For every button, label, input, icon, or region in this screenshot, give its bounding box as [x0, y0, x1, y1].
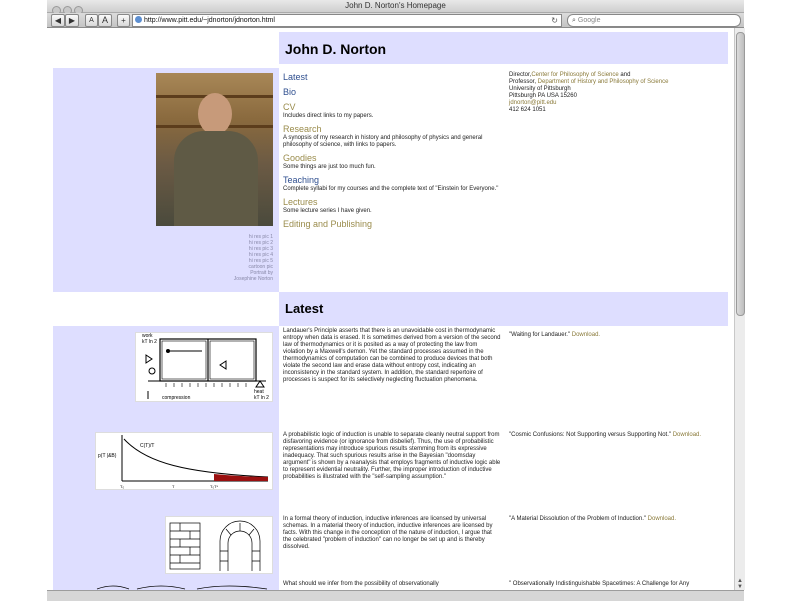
nav-item-goodies	[283, 153, 503, 171]
latest-entry-text: Landauer's Principle asserts that there is an unavoidable cost in thermodynamic entropy when data is erased. It is sometimes derived from a version of the second law of thermodynamics or it is posited as a way of protecting the law from violation by a Maxwell's demon. Yet the standard processes assumed in the thermodynamics of computation can be combined to produce devices that both violate the second law and erase data without entropy cost, indicating an inconsistency in the standard system. In addition, the standard repertoire of processes is suspect for its selectively neglecting fluctuation phenomena.	[283, 328, 501, 383]
email-link[interactable]: jdnorton@pitt.edu	[509, 100, 557, 106]
fig2-curve-label: C(T)/T	[140, 443, 155, 449]
fig1-work-label: work	[142, 333, 153, 339]
nav-item-teaching	[283, 175, 503, 193]
scrollbar-thumb[interactable]	[736, 32, 745, 316]
window-title: John D. Norton's Homepage	[345, 1, 446, 10]
browser-window	[47, 0, 744, 600]
vertical-scrollbar[interactable]	[734, 28, 745, 590]
paper-title: " Observationally Indistinguishable Spacetimes: A Challenge for Any	[509, 581, 690, 587]
latest-citation	[509, 516, 724, 523]
download-link[interactable]: Download.	[571, 332, 601, 338]
and-text: and	[618, 72, 631, 78]
spacetime-drawing	[93, 583, 271, 590]
toolbar	[47, 13, 744, 28]
pic-link[interactable]: cartoon pic	[248, 264, 273, 270]
nav-desc: Includes direct links to my papers.	[283, 113, 374, 119]
address: Pittsburgh PA USA 15260	[509, 93, 577, 99]
pic-link[interactable]: hi res pic 1	[248, 234, 273, 240]
title-professor: Professor,	[509, 79, 537, 85]
pic-link[interactable]: hi res pic 5	[248, 258, 273, 264]
nav-item-latest	[283, 72, 503, 83]
pic-link[interactable]: hi res pic 2	[248, 240, 273, 246]
doomsday-figure[interactable]	[95, 432, 273, 490]
pic-link[interactable]: hi res pic 3	[248, 246, 273, 252]
fig1-compression-label: compression	[162, 395, 191, 401]
status-bar	[47, 590, 744, 601]
globe-icon	[135, 16, 142, 23]
nav-item-cv	[283, 102, 503, 120]
nav-link-lectures[interactable]: Lectures	[283, 197, 318, 207]
forward-button[interactable]: ▶	[65, 14, 79, 27]
main-nav	[283, 72, 503, 234]
search-icon: ⌕	[572, 17, 576, 24]
name-header	[279, 32, 728, 64]
text-larger-button[interactable]: A	[98, 14, 112, 27]
landauer-diagram	[136, 333, 272, 401]
landauer-figure[interactable]	[135, 332, 273, 402]
bricks-arch-drawing	[166, 517, 272, 573]
latest-entry-text: A probabilistic logic of induction is unable to separate cleanly neutral support from disfavoring evidence (or ignorance from disbelief). Thus, the use of probabilistic representations may introduce spurious results stemming from its expressive inadequacy. That such spurious results arise in the Bayesian "doomsday argument" is shown by a reanalysis that employs fragments of inductive logic able to represent evidential neutrality. Further, the improper introduction of inductive probabilities is illustrated with the "self-sampling assumption."	[283, 432, 501, 480]
portrait-credit-name: Josephine Norton	[233, 276, 273, 282]
nav-link-research[interactable]: Research	[283, 124, 322, 134]
portrait-credit: Portrait by	[250, 270, 273, 276]
nav-link-goodies[interactable]: Goodies	[283, 153, 317, 163]
nav-link-cv[interactable]: CV	[283, 102, 296, 112]
latest-citation	[509, 332, 724, 339]
paper-title: "Waiting for Landauer."	[509, 332, 571, 338]
title-director: Director,	[509, 72, 532, 78]
text-smaller-button[interactable]: A	[85, 14, 98, 27]
download-link[interactable]: Download.	[647, 516, 677, 522]
latest-citation	[509, 581, 724, 588]
fig1-heat-label: heat	[254, 389, 264, 395]
paper-title: "A Material Dissolution of the Problem of Induction."	[509, 516, 646, 522]
department-link[interactable]: Department of History and Philosophy of Science	[536, 79, 669, 85]
nav-item-editing	[283, 219, 503, 230]
phone: 412 624 1051	[509, 107, 546, 113]
fig2-tick-2: T	[172, 484, 175, 489]
nav-item-bio	[283, 87, 503, 98]
nav-link-teaching[interactable]: Teaching	[283, 175, 320, 185]
search-input[interactable]	[567, 14, 741, 27]
search-placeholder: Google	[577, 17, 601, 24]
contact-info	[509, 72, 724, 114]
picture-links	[234, 234, 273, 282]
address-bar[interactable]	[132, 14, 562, 27]
address-text: http://www.pitt.edu/~jdnorton/jdnorton.html	[144, 17, 275, 24]
page-content	[47, 28, 734, 590]
nav-desc: A synopsis of my research in history and philosophy of physics and general philosophy of science, with links to papers.	[283, 135, 483, 148]
fig2-tick-3: T₀T*	[210, 484, 219, 489]
nav-item-lectures	[283, 197, 503, 215]
reload-icon[interactable]: ↻	[551, 16, 558, 25]
portrait-photo	[156, 73, 273, 226]
add-bookmark-button[interactable]: +	[117, 14, 130, 27]
scroll-arrows[interactable]: ▲ ▼	[737, 578, 743, 590]
portrait-body-shape	[174, 131, 258, 226]
spacetime-figure[interactable]	[93, 580, 271, 590]
fig2-tick-1: T₀	[120, 484, 125, 489]
fig1-kt1-label: kT ln 2	[142, 339, 157, 345]
nav-item-research	[283, 124, 503, 149]
nav-link-bio[interactable]: Bio	[283, 87, 297, 97]
latest-citation	[509, 432, 724, 439]
pic-link[interactable]: hi res pic 4	[248, 252, 273, 258]
nav-link-editing[interactable]: Editing and Publishing	[283, 219, 373, 229]
latest-entry-text: What should we infer from the possibility of observationally	[283, 581, 439, 587]
portrait-head-shape	[198, 93, 232, 135]
latest-heading: Latest	[285, 301, 324, 316]
nav-desc: Complete syllabi for my courses and the complete text of "Einstein for Everyone."	[283, 186, 499, 192]
paper-title: "Cosmic Confusions: Not Supporting versus Supporting Not."	[509, 432, 672, 438]
photo-column	[53, 68, 279, 292]
page-title: John D. Norton	[285, 41, 387, 57]
nav-desc: Some lecture series I have given.	[283, 208, 372, 214]
download-link[interactable]: Download.	[672, 432, 702, 438]
title-bar	[47, 0, 744, 13]
induction-figure[interactable]	[165, 516, 273, 574]
fig2-y-label: p(T |&B)	[98, 453, 117, 459]
nav-desc: Some things are just too much fun.	[283, 164, 376, 170]
nav-link-latest[interactable]: Latest	[283, 72, 308, 82]
center-link[interactable]: Center for Philosophy of Science	[531, 72, 619, 78]
back-button[interactable]: ◀	[51, 14, 65, 27]
latest-header	[279, 292, 728, 326]
fig1-kt2-label: kT ln 2	[254, 395, 269, 401]
latest-entry-text: In a formal theory of induction, inductive inferences are licensed by universal schemas. In a material theory of induction, inductive inferences are licensed by facts. With this change in the conception of the nature of induction, I argue that the celebrated "problem of induction" can no longer be set up and is thereby dissolved.	[283, 516, 493, 550]
doomsday-plot	[96, 433, 272, 489]
university: University of Pittsburgh	[509, 86, 571, 92]
